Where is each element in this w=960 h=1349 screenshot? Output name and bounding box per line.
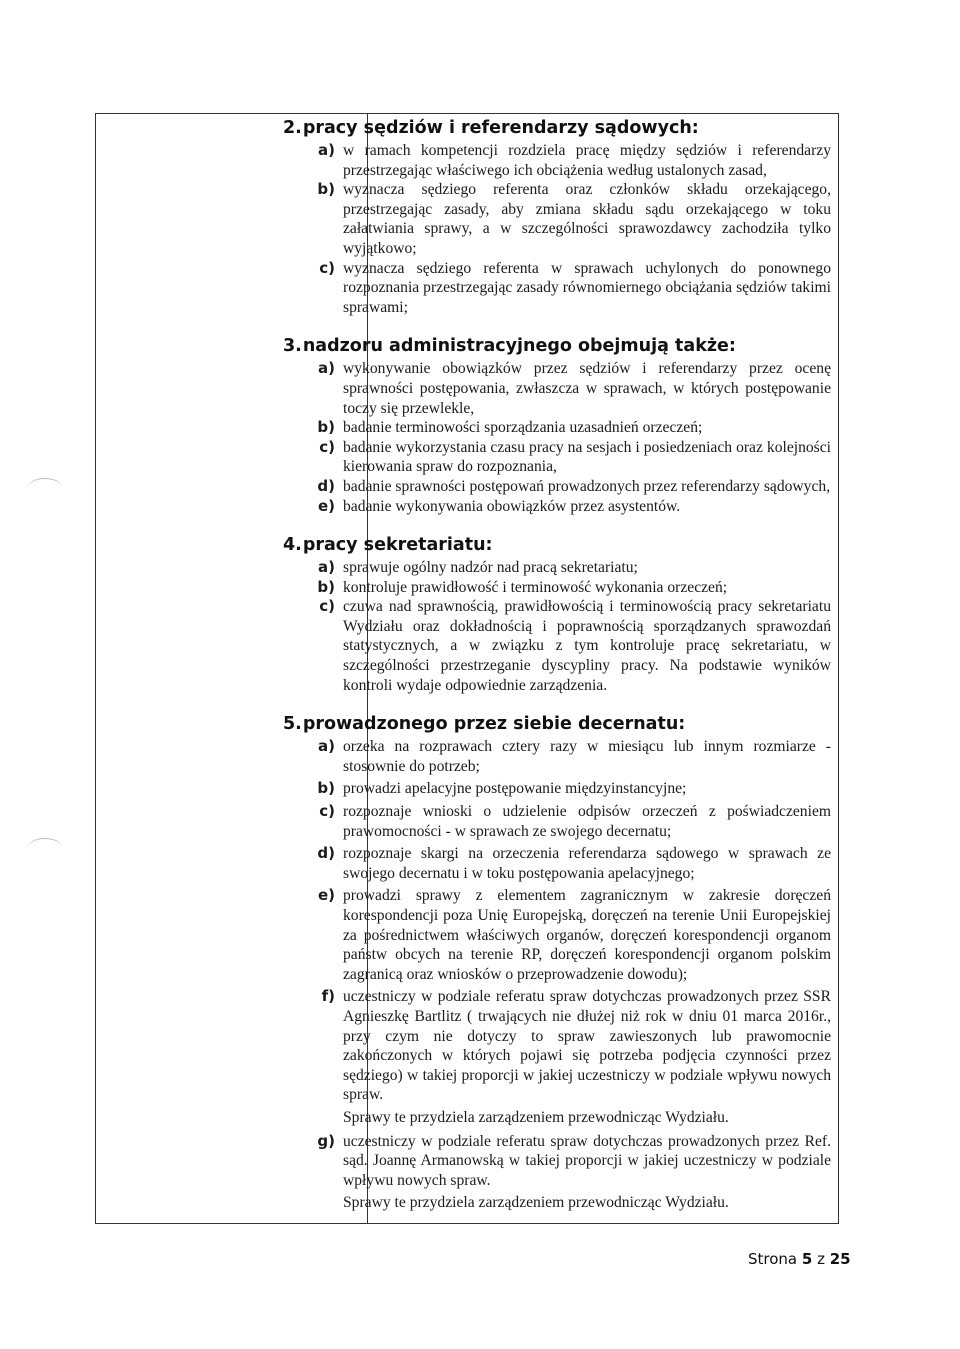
list-item: f) uczestniczy w podziale referatu spraw dotychczas prowadzonych przez SSR Agnieszkę Bartlitz ( trwających nie dłużej niż rok w dniu 01 marca 2016r., przy czym nie dotyczy to spraw zawieszonych lub prawomocnie zakończonych w których pojawi się potrzeba podjęcia czynności przez sędziego) w takiej proporcji w jakiej uczestniczy w podziale wpływu nowych spraw. (321, 987, 831, 1104)
note-text: Sprawy te przydziela zarządzeniem przewodnicząc Wydziału. (343, 1194, 729, 1212)
list-item: a) w ramach kompetencji rozdziela pracę między sędziów i referendarzy przestrzegając właściwego ich obciążenia według ustalonych zasad, (318, 141, 831, 179)
list-item: b) prowadzi apelacyjne postępowanie międzyinstancyjne; (317, 779, 687, 798)
list-item: g) uczestniczy w podziale referatu spraw dotychczas prowadzonych przez Ref. sąd. Joannę Armanowską w takiej proporcji w jakiej uczestniczy w podziale wpływu nowych spraw. (317, 1131, 831, 1189)
section-title: 2.pracy sędziów i referendarzy sądowych: (283, 118, 699, 138)
punch-hole-mark (28, 478, 62, 497)
list-item: c) wyznacza sędziego referenta w sprawach uchylonych do ponownego rozpoznania przestrzegając zasady równomiernego obciążania sędziów takimi sprawami; (319, 258, 831, 316)
list-item: b) badanie terminowości sporządzania uzasadnień orzeczeń; (317, 418, 703, 437)
list-item: c) czuwa nad sprawnością, prawidłowością i terminowością pracy sekretariatu Wydziału oraz dokładnością i poprawnością sporządzanych sprawozdań statystycznych, a w związku z tym kontroluje pracę sekretariatu, w szczególności przestrzeganie dyscypliny pracy. Na podstawie wyników kontroli wydaje odpowiednie zarządzenia. (319, 597, 831, 694)
note-text: Sprawy te przydziela zarządzeniem przewodnicząc Wydziału. (343, 1108, 729, 1126)
list-item: c) badanie wykorzystania czasu pracy na sesjach i posiedzeniach oraz kolejności kierowania spraw do rozpoznania, (319, 437, 831, 476)
section-title: 3.nadzoru administracyjnego obejmują także: (283, 336, 736, 357)
list-item: e) prowadzi sprawy z elementem zagranicznym w zakresie doręczeń korespondencji poza Unię Europejską, doręczeń na terenie Unii Europejskiej za pośrednictwem właściwych organów, doręczeń korespondencji organom państw obcych na terenie RP, doręczeń korespondencji organom polskim zagranicą oraz wniosków o przeprowadzenie dowodu); (317, 886, 831, 983)
section-title: 5.prowadzonego przez siebie decernatu: (283, 714, 686, 735)
section-2 (283, 117, 831, 317)
section-5 (283, 713, 831, 1213)
document-content (283, 117, 831, 1231)
punch-hole-mark (28, 838, 62, 857)
page-number: Strona 5 z 25 (748, 1250, 851, 1268)
list-item: c) rozpoznaje wnioski o udzielenie odpisów orzeczeń z poświadczeniem prawomocności - w sprawach ze swojego decernatu; (319, 802, 831, 840)
section-3 (283, 335, 831, 516)
list-item: b) wyznacza sędziego referenta oraz członków składu orzekającego, przestrzegając zasady, aby zmiana składu sądu orzekającego w toku załatwiania sprawy, a w szczególności sprawozdawcy zachodziła tylko wyjątkowo; (317, 180, 831, 257)
list-item: b) kontroluje prawidłowość i terminowość wykonania orzeczeń; (317, 577, 728, 596)
section-title: 4.pracy sekretariatu: (283, 535, 493, 556)
list-item: d) badanie sprawności postępowań prowadzonych przez referendarzy sądowych, (317, 476, 831, 495)
list-item: a) sprawuje ogólny nadzór nad pracą sekretariatu; (318, 558, 638, 577)
list-item: a) orzeka na rozprawach cztery razy w miesiącu lub innym rozmiarze - stosownie do potrzeb; (318, 737, 831, 775)
list-item: d) rozpoznaje skargi na orzeczenia referendarza sądowego w sprawach ze swojego decernatu i w toku postępowania apelacyjnego; (317, 844, 831, 882)
section-4 (283, 534, 831, 695)
list-item: e) badanie wykonywania obowiązków przez asystentów. (317, 496, 681, 515)
list-item: a) wykonywanie obowiązków przez sędziów i referendarzy przez ocenę sprawności postępowania, zwłaszcza w sprawach, w których postępowanie toczy się przewlekle, (318, 359, 831, 417)
